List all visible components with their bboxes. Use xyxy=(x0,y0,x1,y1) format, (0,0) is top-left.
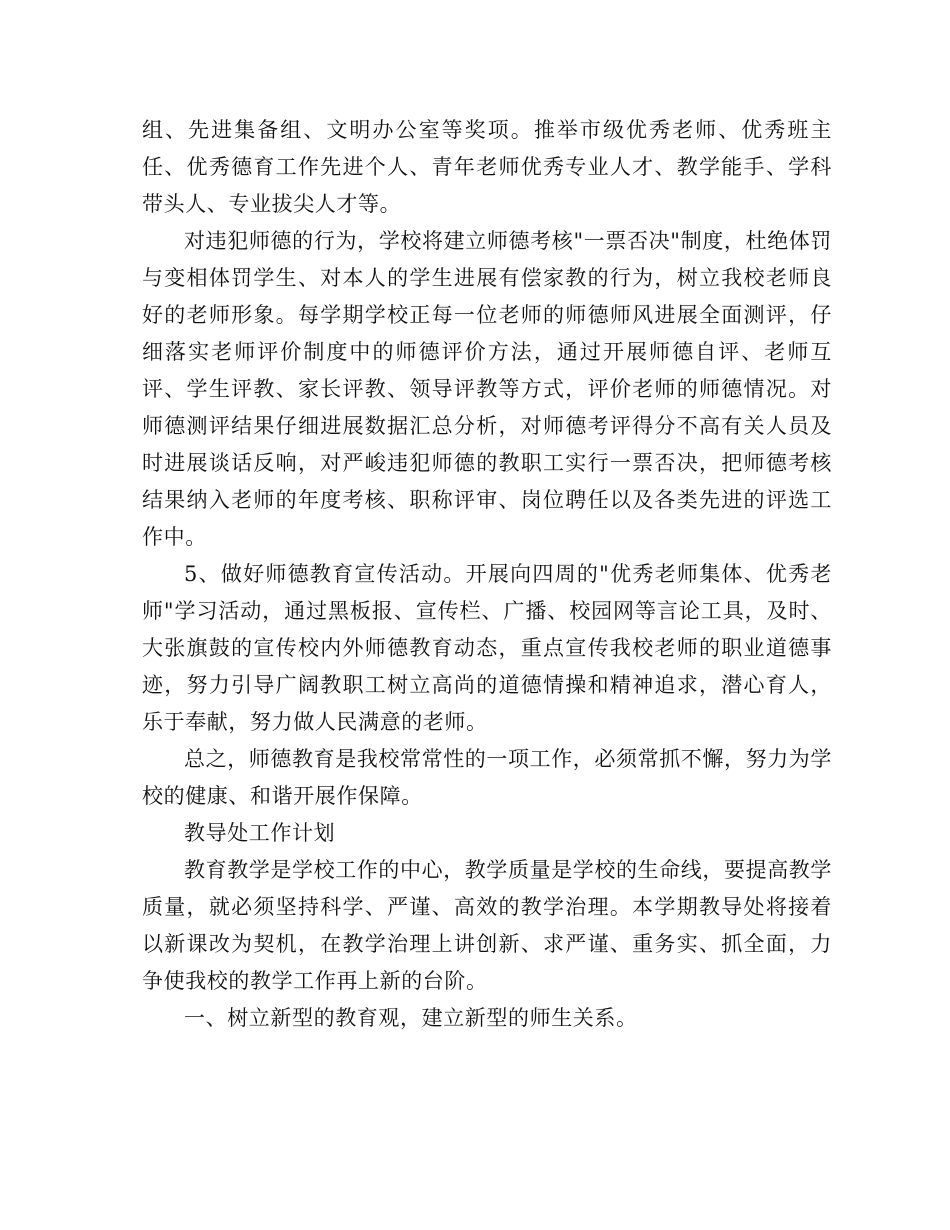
paragraph-award-nominations: 组、先进集备组、文明办公室等奖项。推举市级优秀老师、优秀班主任、优秀德育工作先进个人、青年老师优秀专业人才、教学能手、学科带头人、专业拔尖人才等。 xyxy=(142,118,832,216)
paragraph-teaching-intro: 教育教学是学校工作的中心，教学质量是学校的生命线，要提高教学质量，就必须坚持科学、严谨、高效的教学治理。本学期教导处将接着以新课改为契机，在教学治理上讲创新、求严谨、重务实、抓全面，力争使我校的教学工作再上新的台阶。 xyxy=(142,858,832,993)
paragraph-summary: 总之，师德教育是我校常常性的一项工作，必须常抓不懈，努力为学校的健康、和谐开展作保障。 xyxy=(142,747,832,808)
subheading-new-education-view: 一、树立新型的教育观，建立新型的师生关系。 xyxy=(184,1006,638,1030)
paragraph-ethics-publicity: 5、做好师德教育宣传活动。开展向四周的"优秀老师集体、优秀老师"学习活动，通过黑板报、宣传栏、广播、校园网等言论工具，及时、大张旗鼓的宣传校内外师德教育动态，重点宣传我校老师的职业道德事迹，努力引导广阔教职工树立高尚的道德情操和精神追求，潜心育人，乐于奉献，努力做人民满意的老师。 xyxy=(142,562,832,734)
document-body xyxy=(142,112,832,1037)
paragraph-ethics-veto-system: 对违犯师德的行为，学校将建立师德考核"一票否决"制度，杜绝体罚与变相体罚学生、对本人的学生进展有偿家教的行为，树立我校老师良好的老师形象。每学期学校正每一位老师的师德师风进展全面测评，仔细落实老师评价制度中的师德评价方法，通过开展师德自评、老师互评、学生评教、家长评教、领导评教等方式，评价老师的师德情况。对师德测评结果仔细进展数据汇总分析，对师德考评得分不高有关人员及时进展谈话反响，对严峻违犯师德的教职工实行一票否决，把师德考核结果纳入老师的年度考核、职称评审、岗位聘任以及各类先进的评选工作中。 xyxy=(142,229,832,549)
section-heading-teaching-office-plan: 教导处工作计划 xyxy=(184,821,336,845)
